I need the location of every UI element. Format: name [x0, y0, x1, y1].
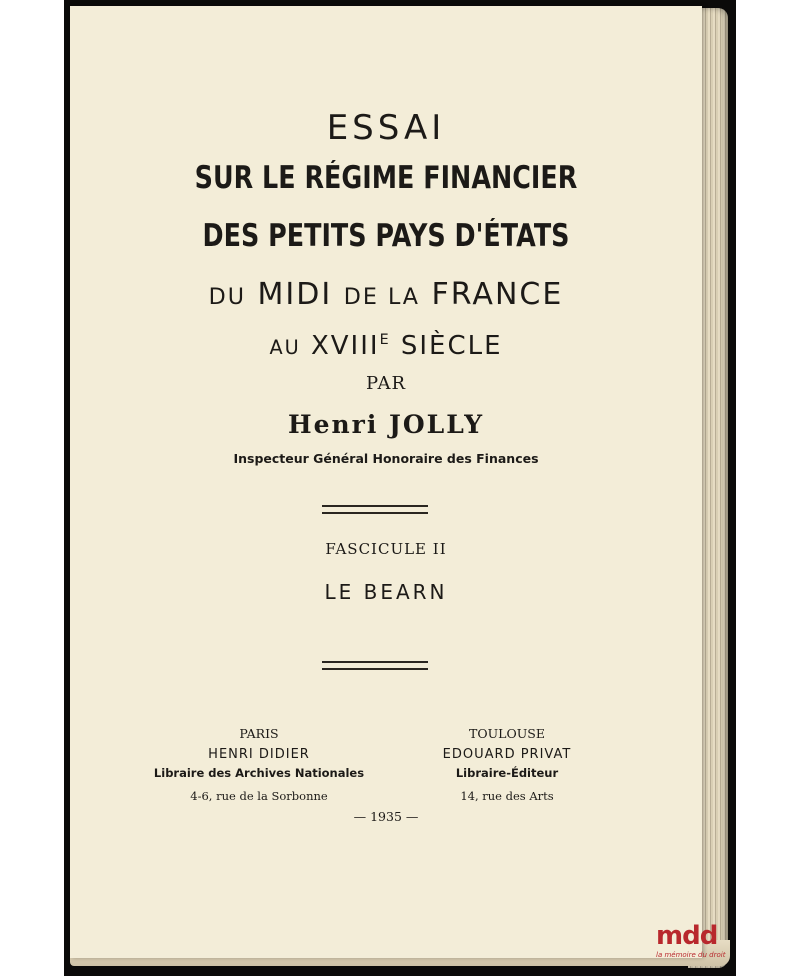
- title-line-3: DES PETITS PAYS D'ÉTATS: [202, 218, 570, 254]
- publisher-left-role: Libraire des Archives Nationales: [153, 766, 365, 780]
- title-century: XVIII: [310, 331, 380, 361]
- title-century-sup: E: [379, 332, 391, 348]
- publisher-right-address: 14, rue des Arts: [460, 789, 554, 803]
- divider-rule-top: [322, 505, 428, 514]
- publisher-left-name: HENRI DIDIER: [208, 747, 310, 762]
- publisher-left-address: 4-6, rue de la Sorbonne: [190, 789, 328, 803]
- publisher-right-city: TOULOUSE: [469, 726, 545, 741]
- title-au: AU: [269, 336, 301, 359]
- publisher-right-role: Libraire-Éditeur: [455, 766, 559, 780]
- title-du: DU: [208, 284, 246, 310]
- title-line-4: [70, 277, 702, 312]
- publisher-right-name: EDOUARD PRIVAT: [442, 747, 572, 762]
- publisher-left-city: PARIS: [239, 726, 279, 741]
- title-france: FRANCE: [431, 277, 564, 312]
- author-title: Inspecteur Général Honoraire des Finances: [233, 451, 539, 466]
- title-midi: MIDI: [257, 277, 333, 312]
- title-siecle: SIÈCLE: [400, 331, 503, 361]
- by-label: PAR: [365, 373, 406, 394]
- title-line-5: [70, 331, 702, 361]
- title-line-2: SUR LE RÉGIME FINANCIER: [194, 160, 578, 196]
- title-de-la: DE LA: [343, 284, 420, 310]
- fascicule-label: FASCICULE II: [325, 540, 447, 558]
- watermark-tagline: la mémoire du droit: [656, 951, 726, 959]
- title-line-1: ESSAI: [326, 108, 446, 148]
- watermark-logo: [656, 922, 738, 968]
- publication-year: — 1935 —: [353, 809, 419, 824]
- watermark-logo-mark: mdd: [656, 921, 718, 951]
- divider-rule-bottom: [322, 661, 428, 670]
- volume-subject: LE BEARN: [324, 580, 448, 604]
- author-name: Henri JOLLY: [287, 410, 485, 439]
